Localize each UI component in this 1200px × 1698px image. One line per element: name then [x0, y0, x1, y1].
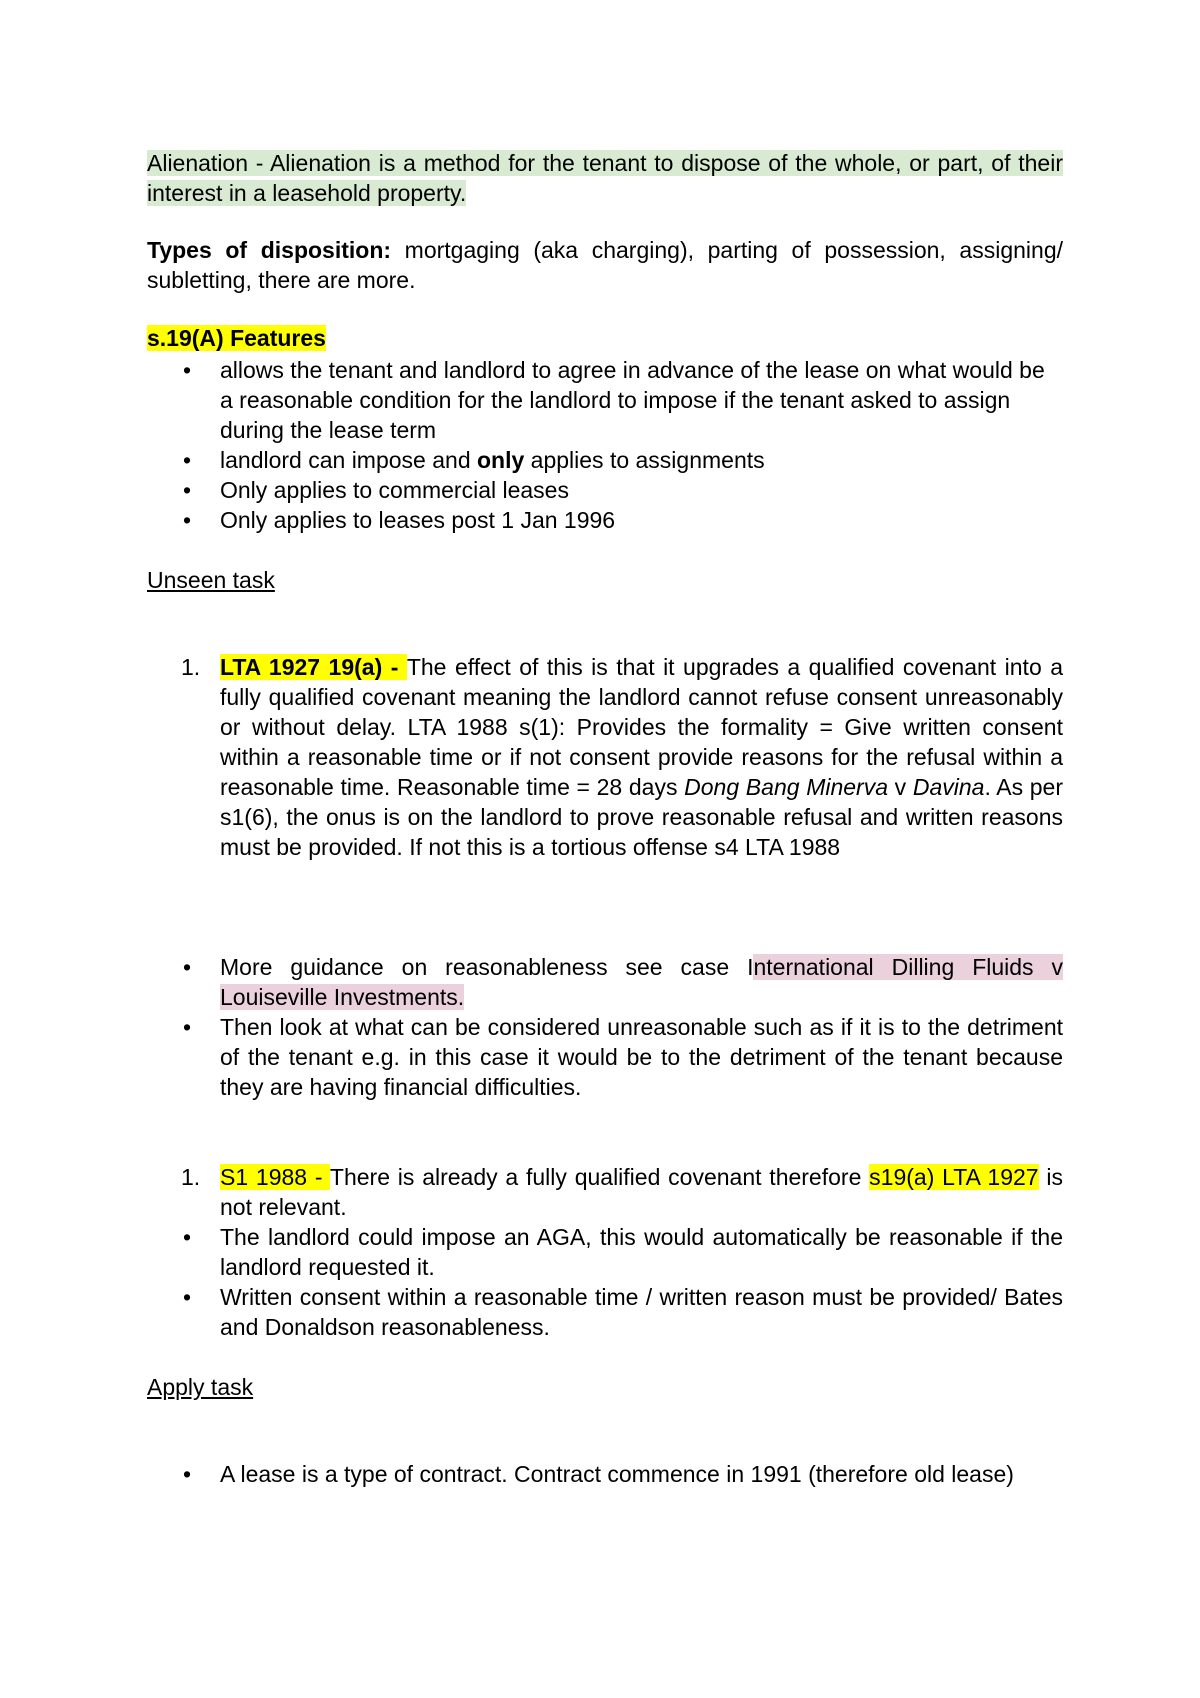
types-text: mortgaging (aka charging), parting of possession, assigning/ subletting, there are more.: [147, 237, 1063, 293]
unseen-bullet-1: More guidance on reasonableness see case International Dilling Fluids v Louiseville Investments.: [220, 954, 1063, 1010]
apply-heading: Apply task: [147, 1374, 254, 1400]
list-number: 1.: [181, 654, 201, 680]
unseen-bullet-2: Then look at what can be considered unreasonable such as if it is to the detriment of the tenant e.g. in this case it would be to the detriment of the tenant because they are having financial difficulties.: [220, 1014, 1063, 1100]
bullet-icon: •: [183, 507, 192, 533]
bullet-icon: •: [183, 954, 192, 980]
bullet-icon: •: [183, 1461, 192, 1487]
bullet-icon: •: [183, 477, 192, 503]
list-item: [147, 1459, 1063, 1489]
features-heading: s.19(A) Features: [147, 325, 326, 351]
unseen-heading: Unseen task: [147, 567, 275, 593]
list-item: [147, 445, 1063, 475]
unseen-numbered-list-2: [147, 1162, 1063, 1342]
features-heading-line: [147, 323, 1063, 353]
features-item-3: Only applies to commercial leases: [220, 477, 569, 503]
unseen-item-2-text: S1 1988 - There is already a fully qualified covenant therefore s19(a) LTA 1927 is not relevant.: [220, 1164, 1064, 1220]
list-item: [147, 952, 1063, 1012]
types-paragraph: [147, 235, 1063, 295]
features-item-2: landlord can impose and only applies to assignments: [220, 447, 765, 473]
unseen-bullet2-1: The landlord could impose an AGA, this would automatically be reasonable if the landlord requested it.: [220, 1224, 1063, 1280]
list-item: [147, 1222, 1063, 1282]
types-label: Types of disposition:: [147, 237, 392, 263]
list-item: [147, 475, 1063, 505]
unseen-item-1-text: LTA 1927 19(a) - The effect of this is that it upgrades a qualified covenant into a fully qualified covenant meaning the landlord cannot refuse consent unreasonably or without delay. LTA 1988 s(1): Provides the formality = Give written consent within a reasonable time or if not consent provide reasons for the refusal within a reasonable time. Reasonable time = 28 days Dong Bang Minerva v Davina. As per s1(6), the onus is on the landlord to prove reasonable refusal and written reasons must be provided. If not this is a tortious offense s4 LTA 1988: [220, 654, 1063, 860]
features-item-1: allows the tenant and landlord to agree in advance of the lease on what would be a reasonable condition for the landlord to impose if the tenant asked to assign during the lease term: [220, 357, 1045, 443]
list-item: [147, 1282, 1063, 1342]
list-item: [147, 355, 1063, 445]
bullet-icon: •: [183, 1284, 192, 1310]
unseen-bullet-list: [147, 952, 1063, 1102]
apply-bullet-list: [147, 1459, 1063, 1489]
list-number: 1.: [181, 1164, 201, 1190]
unseen-heading-line: [147, 565, 1063, 595]
bullet-icon: •: [183, 447, 192, 473]
alienation-paragraph: [147, 148, 1063, 208]
unseen-bullet2-2: Written consent within a reasonable time / written reason must be provided/ Bates and Donaldson reasonableness.: [220, 1284, 1063, 1340]
bullet-icon: •: [183, 1014, 192, 1040]
apply-bullet-1: A lease is a type of contract. Contract commence in 1991 (therefore old lease): [220, 1461, 1014, 1487]
list-item: [147, 1162, 1063, 1222]
apply-heading-line: [147, 1372, 1063, 1402]
alienation-text: Alienation - Alienation is a method for the tenant to dispose of the whole, or part, of their interest in a leasehold property.: [147, 150, 1063, 206]
list-item: [147, 505, 1063, 535]
features-list: [147, 355, 1063, 535]
features-item-4: Only applies to leases post 1 Jan 1996: [220, 507, 616, 533]
bullet-icon: •: [183, 1224, 192, 1250]
unseen-numbered-list-1: [147, 652, 1063, 862]
list-item: [147, 1012, 1063, 1102]
list-item: [147, 652, 1063, 862]
bullet-icon: •: [183, 357, 192, 383]
